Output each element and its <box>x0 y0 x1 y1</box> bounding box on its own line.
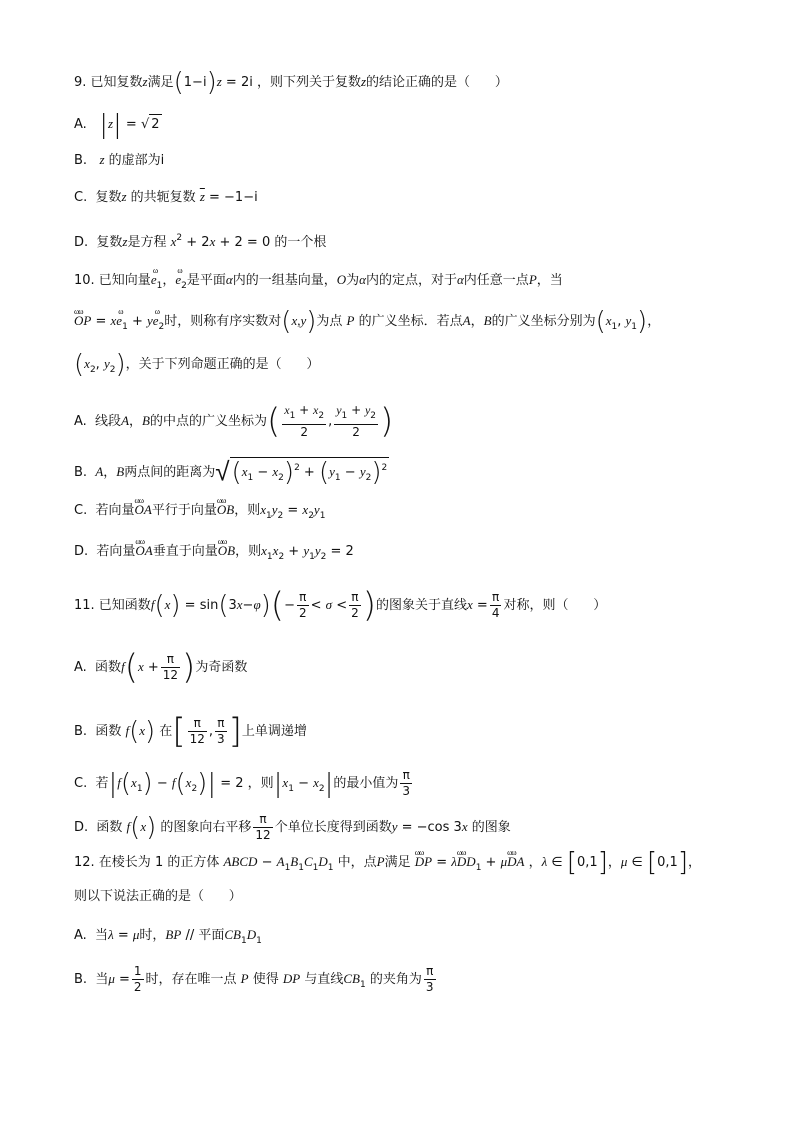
q11-stem: 11. 已知函数f(x) = sin(3x−φ)(− $\frac{\pi}{2}$ < σ < $\frac{\pi}{2}$ )的图象关于直线x = $\frac{\pi}{4}$ 对称，则（ ） <box>74 585 607 626</box>
q10-option-b: B. A，B两点间的距离为$√(x_1 - x_2)^2 + (y_1 - y_2)^2$ <box>74 457 388 488</box>
q12-option-b: B. 当μ = $\frac{1}{2}$ 时，存在唯一点 P 使得 DP 与直线$CB_1$ 的夹角为 $\frac{\pi}{3}$ <box>74 964 434 994</box>
q12-stem-line2: 则以下说法正确的是（ ） <box>74 889 242 904</box>
q11-option-a: A. 函数f(x + $\frac{\pi}{12}$ )为奇函数 <box>74 647 248 688</box>
q11-option-c: C. 若$|f(x_1) - f(x_2)| = 2$ ，则$|x_1 - x_2|$的最小值为 $\frac{\pi}{3}$ <box>74 768 411 799</box>
q9-option-c: C. 复数z 的共轭复数 $\overline{z} = -1-i$ <box>74 189 258 205</box>
q10-option-a: A. 线段A，B的中点的广义坐标为( $\frac{x_1 + x_2}{2}$ , $\frac{y_1 + y_2}{2}$ ) <box>74 401 394 442</box>
q12-option-a: A. 当λ = μ时，BP // 平面$CB_1D_1$ <box>74 927 262 946</box>
q10-stem-line1: 10. 已知向量ω $e_1$，ω $e_2$是平面α内的一组基向量，O为α内的定点，对于α内任意一点P，当 <box>74 270 563 296</box>
q11-option-b: B. 函数 f(x) 在[ $\frac{\pi}{12}$ , $\frac{\pi}{3}$ ]上单调递增 <box>74 711 307 752</box>
q10-option-d: D. 若向量ωω OA垂直于向量ωω OB，则$x_1x_2 + y_1y_2 = 2$ <box>74 541 354 567</box>
q10-stem-line2: ωω OP = xω $e_1 + y\omega$ $e_2$时，则称有序实数对(x,y)为点 P 的广义坐标．若点A，B的广义坐标分别为($x_1$, $y_1$)， <box>74 311 660 337</box>
q9-option-a: A. |z| = √ 2 <box>74 109 160 140</box>
q9-option-b: B. z 的虚部为i <box>74 152 165 168</box>
q11-option-d: D. 函数 f(x) 的图象向右平移 $\frac{\pi}{12}$ 个单位长度得到函数y = −cos 3x 的图象 <box>74 812 511 843</box>
q12-stem-line1: 12. 在棱长为 1 的正方体 ABCD − $A_1B_1C_1D_1$ 中，点P满足 ωω DP = λωω $DD_1 + \mu\omega\omega$ DA ，λ ∈ [0,1]，μ ∈ [0,1]， <box>74 852 701 878</box>
q9-option-d: D. 复数z是方程 $x^2 + 2x + 2 = 0$ 的一个根 <box>74 233 327 250</box>
q9-stem: 9. 已知复数z满足(1−i)z = 2i ，则下列关于复数z的结论正确的是（ ） <box>74 67 508 98</box>
q10-option-c: C. 若向量ωω OA平行于向量ωω OB，则$x_1y_2 = x_2y_1$ <box>74 500 325 526</box>
q10-stem-line3: ($x_2$, $y_2$)，关于下列命题正确的是（ ） <box>74 349 320 380</box>
